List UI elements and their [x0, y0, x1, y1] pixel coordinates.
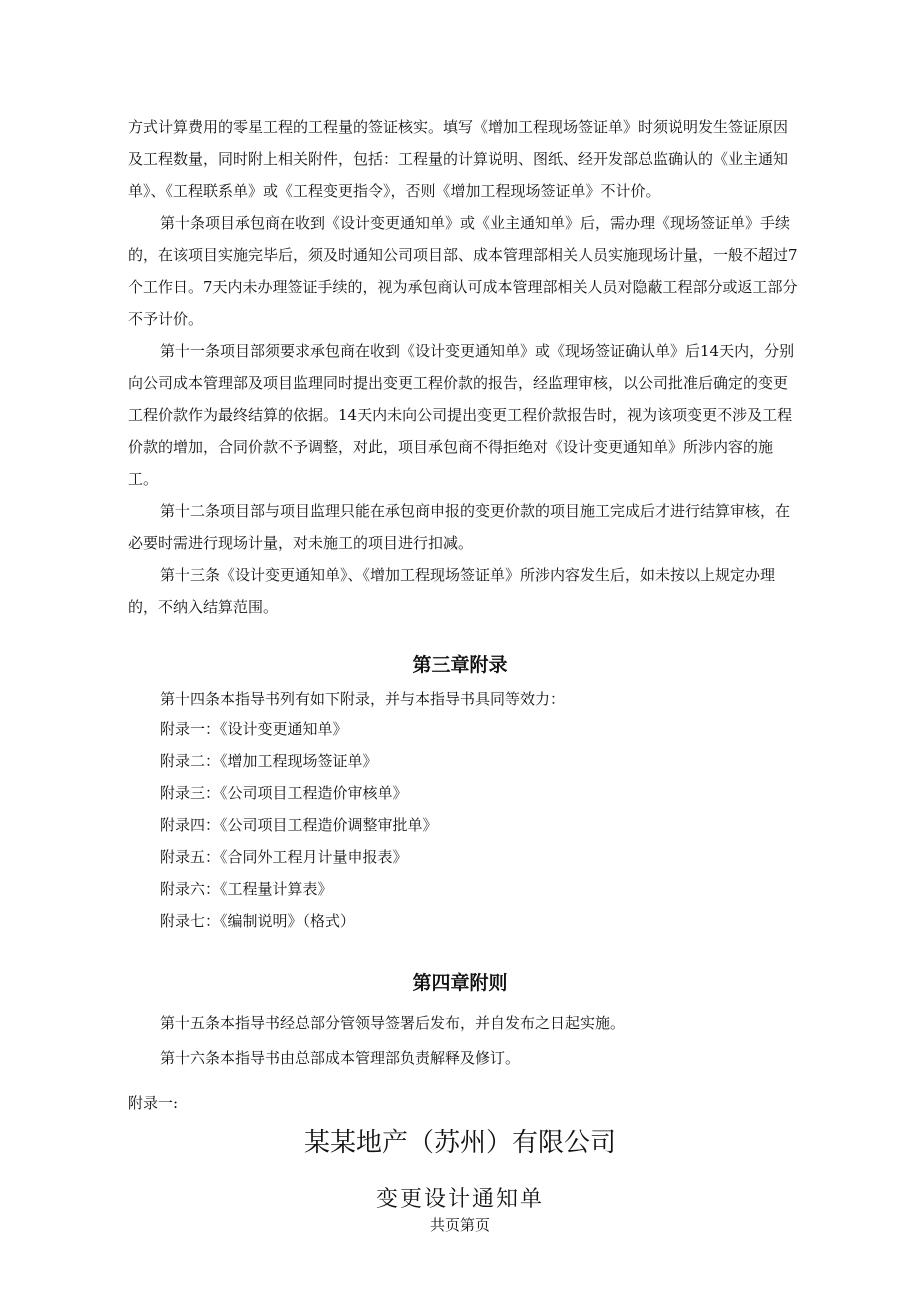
article-12: 第十二条项目部与项目监理只能在承包商申报的变更价款的项目施工完成后才进行结算审核，在必要时需进行现场计量，对未施工的项目进行扣减。 — [128, 502, 791, 552]
appendix-label: 附录一: — [128, 1094, 179, 1112]
appendix-item: 附录三：《公司项目工程造价审核单》 — [160, 784, 408, 802]
article-13: 第十三条《设计变更通知单》、《增加工程现场签证单》所涉内容发生后，如未按以上规定办理的，不纳入结算范围。 — [128, 566, 776, 616]
article-10: 第十条项目承包商在收到《设计变更通知单》或《业主通知单》后，需办理《现场签证单》手续的，在该项目实施完毕后，须及时通知公司项目部、成本管理部相关人员实施现场计量，一般不超过7个工作日。7天内未办理签证手续的，视为承包商认可成本管理部相关人员对隐蔽工程部分或返工部分不予计价。 — [128, 214, 798, 328]
company-name: 某某地产（苏州）有限公司 — [303, 1128, 616, 1158]
appendix-item: 附录一：《设计变更通知单》 — [160, 720, 348, 738]
article-16: 第十六条本指导书由总部成本管理部负责解释及修订。 — [160, 1049, 521, 1067]
article-11: 第十一条项目部须要求承包商在收到《设计变更通知单》或《现场签证确认单》后14天内，分别向公司成本管理部及项目监理同时提出变更工程价款的报告，经监理审核，以公司批准后确定的变更工程价款作为最终结算的依据。14天内未向公司提出变更工程价款报告时，视为该项变更不涉及工程价款的增加，合同价款不予调整，对此，项目承包商不得拒绝对《设计变更通知单》所涉内容的施工。 — [128, 342, 795, 488]
article-14: 第十四条本指导书列有如下附录，并与本指导书具同等效力： — [160, 690, 566, 708]
article-15: 第十五条本指导书经总部分管领导签署后发布，并自发布之日起实施。 — [160, 1014, 626, 1032]
appendix-item: 附录七：《编制说明》（格式） — [160, 912, 356, 930]
appendix-item: 附录六：《工程量计算表》 — [160, 880, 333, 898]
chapter-4-title: 第四章附则 — [412, 972, 508, 994]
section-two-body — [128, 111, 800, 623]
paragraph-continuation: 方式计算费用的零星工程的工程量的签证核实。填写《增加工程现场签证单》时须说明发生签证原因及工程数量，同时附上相关附件，包括：工程量的计算说明、图纸、经开发部总监确认的《业主通知单》、《工程联系单》或《工程变更指令》，否则《增加工程现场签证单》不计价。 — [128, 118, 789, 200]
chapter-3-title: 第三章附录 — [412, 654, 508, 676]
appendix-item: 附录二：《增加工程现场签证单》 — [160, 752, 378, 770]
page-count: 共页第页 — [429, 1216, 490, 1234]
appendix-item: 附录四：《公司项目工程造价调整审批单》 — [160, 816, 438, 834]
form-title: 变更设计通知单 — [375, 1187, 544, 1212]
appendix-item: 附录五：《合同外工程月计量申报表》 — [160, 848, 408, 866]
appendix-list — [160, 713, 438, 937]
